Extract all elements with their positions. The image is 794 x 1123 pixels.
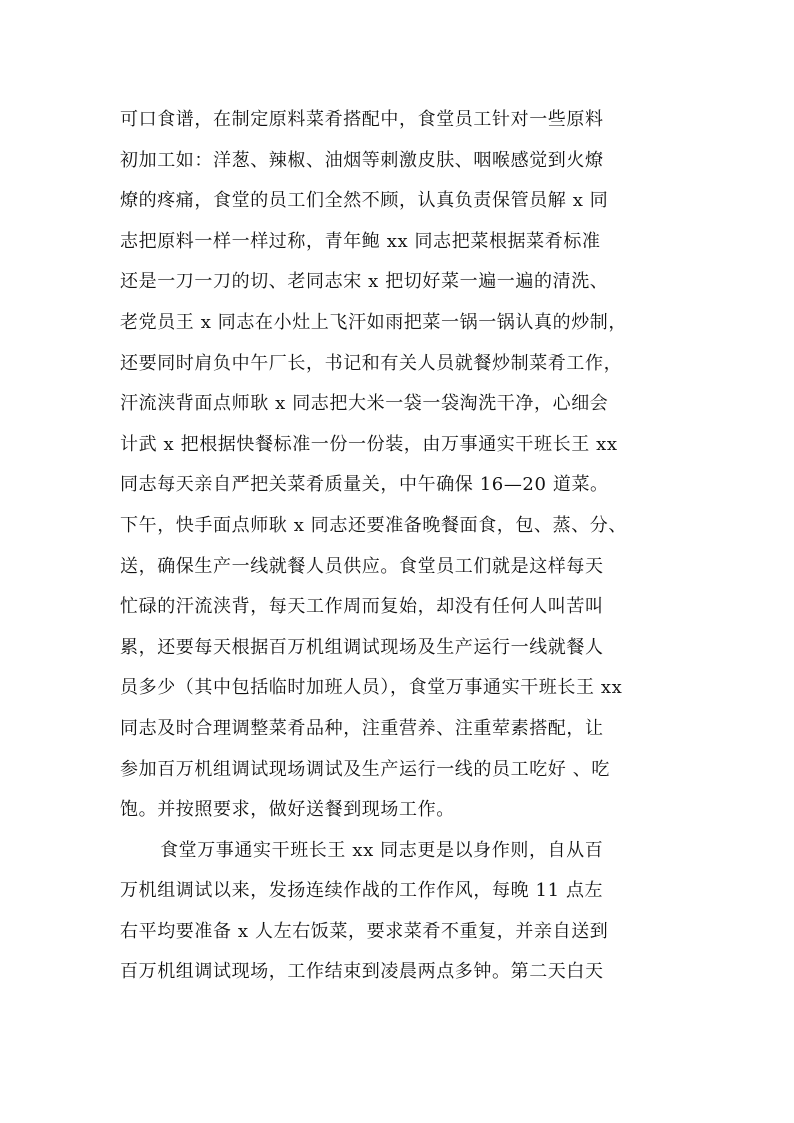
text-line: 还要同时肩负中午厂长，书记和有关人员就餐炒制菜肴工作，	[120, 352, 623, 374]
text-line: 燎的疼痛，食堂的员工们全然不顾，认真负责保管员解 x 同	[120, 190, 609, 212]
text-line: 累，还要每天根据百万机组调试现场及生产运行一线就餐人	[120, 636, 604, 658]
text-line: 送，确保生产一线就餐人员供应。食堂员工们就是这样每天	[120, 555, 604, 577]
text-line: 初加工如：洋葱、辣椒、油烟等刺激皮肤、咽喉感觉到火燎	[120, 149, 604, 171]
text-line: 员多少（其中包括临时加班人员），食堂万事通实干班长王 xx	[120, 677, 623, 699]
text-line: 志把原料一样一样过称，青年鲍 xx 同志把菜根据菜肴标准	[120, 230, 601, 252]
text-line: 忙碌的汗流浃背，每天工作周而复始，却没有任何人叫苦叫	[120, 596, 604, 618]
text-line: 可口食谱，在制定原料菜肴搭配中，食堂员工针对一些原料	[120, 109, 604, 130]
text-line: 饱。并按照要求，做好送餐到现场工作。	[120, 799, 455, 821]
text-line: 百万机组调试现场，工作结束到凌晨两点多钟。第二天白天	[120, 961, 604, 983]
text-line: 还是一刀一刀的切、老同志宋 x 把切好菜一遍一遍的清洗、	[120, 271, 609, 293]
text-line: 计武 x 把根据快餐标准一份一份装，由万事通实干班长王 xx	[120, 433, 618, 455]
body-text	[120, 100, 680, 993]
text-line: 下午，快手面点师耿 x 同志还要准备晚餐面食，包、蒸、分、	[120, 514, 627, 536]
text-line: 参加百万机组调试现场调试及生产运行一线的员工吃好 、吃	[120, 758, 610, 780]
paragraph-start-line: 食堂万事通实干班长王 xx 同志更是以身作则，自从百	[160, 839, 604, 861]
text-line: 右平均要准备 x 人左右饭菜，要求菜肴不重复，并亲自送到	[120, 920, 609, 942]
text-line: 同志每天亲自严把关菜肴质量关，中午确保 16—20 道菜。	[120, 474, 609, 496]
text-line: 老党员王 x 同志在小灶上飞汗如雨把菜一锅一锅认真的炒制，	[120, 311, 627, 333]
text-line: 同志及时合理调整菜肴品种，注重营养、注重荤素搭配，让	[120, 717, 604, 739]
text-line: 汗流浃背面点师耿 x 同志把大米一袋一袋淘洗干净，心细会	[120, 393, 609, 415]
text-line: 万机组调试以来，发扬连续作战的工作作风，每晚 11 点左	[120, 880, 604, 902]
